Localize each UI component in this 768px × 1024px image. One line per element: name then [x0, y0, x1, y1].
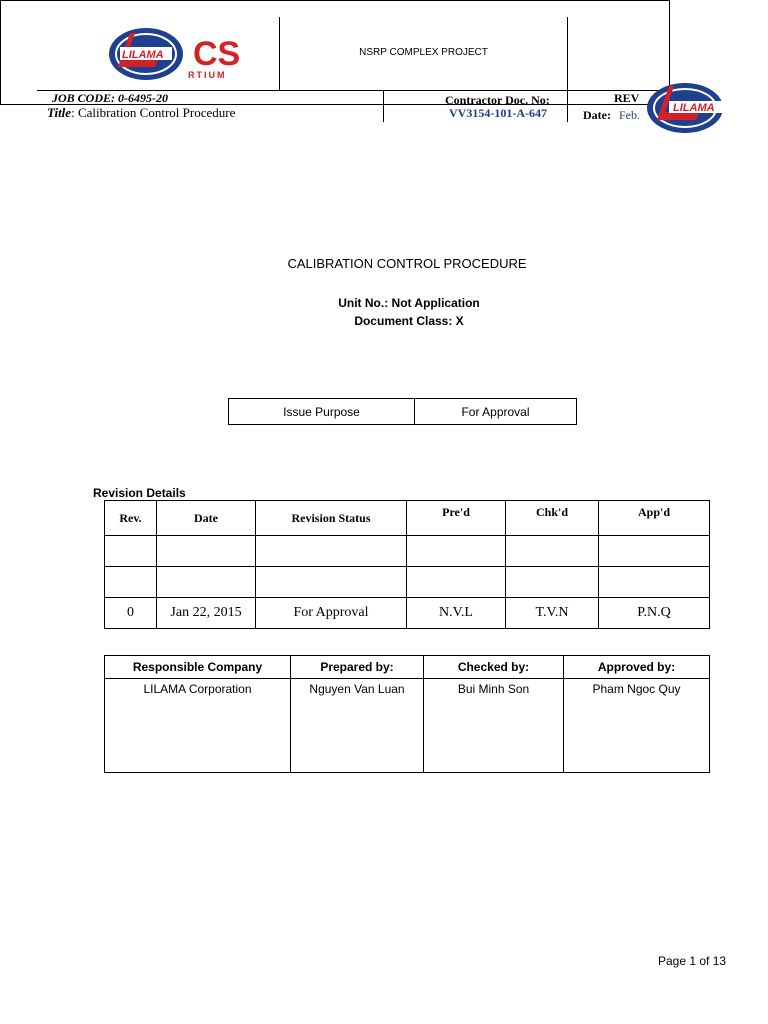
date-value: Feb.	[619, 108, 640, 122]
table-cell	[599, 567, 710, 598]
table-cell	[256, 536, 407, 567]
consortium-logo	[108, 27, 268, 82]
table-cell	[407, 536, 506, 567]
issue-purpose-label: Issue Purpose	[229, 399, 415, 425]
svg-text:LILAMA: LILAMA	[122, 49, 164, 61]
title-label: Title	[47, 105, 72, 120]
col-header: Date	[157, 501, 256, 536]
prepared-initials: N.V.L	[407, 598, 506, 629]
lilama-logo	[645, 82, 727, 134]
project-name: NSRP COMPLEX PROJECT	[359, 47, 488, 58]
table-cell	[157, 536, 256, 567]
table-row	[229, 399, 577, 425]
checked-initials: T.V.N	[506, 598, 599, 629]
col-header: App'd	[599, 501, 710, 536]
document-class: Document Class: X	[354, 314, 464, 328]
rev-date: Jan 22, 2015	[157, 598, 256, 629]
rev-label: REV	[614, 91, 640, 105]
header-divider	[567, 90, 568, 122]
table-header-row	[105, 501, 710, 536]
col-header: Rev.	[105, 501, 157, 536]
table-row	[105, 679, 710, 773]
date-label: Date:	[583, 108, 611, 122]
table-cell	[105, 536, 157, 567]
approved-initials: P.N.Q	[599, 598, 710, 629]
table-cell	[105, 567, 157, 598]
col-header: Chk'd	[506, 501, 599, 536]
unit-number: Unit No.: Not Application	[338, 296, 480, 310]
col-header: Prepared by:	[291, 656, 424, 679]
col-header: Approved by:	[564, 656, 710, 679]
svg-text:LILAMA: LILAMA	[673, 102, 715, 114]
table-header-row	[105, 656, 710, 679]
rev-status: For Approval	[256, 598, 407, 629]
table-cell	[407, 567, 506, 598]
responsibility-table	[104, 655, 710, 773]
document-title: CALIBRATION CONTROL PROCEDURE	[287, 256, 527, 271]
responsible-company: LILAMA Corporation	[105, 679, 291, 773]
table-cell	[506, 567, 599, 598]
table-row	[105, 536, 710, 567]
issue-purpose-value: For Approval	[415, 399, 577, 425]
rev-number: 0	[105, 598, 157, 629]
table-cell	[256, 567, 407, 598]
approved-by: Pham Ngoc Quy	[564, 679, 710, 773]
table-cell	[599, 536, 710, 567]
prepared-by: Nguyen Van Luan	[291, 679, 424, 773]
svg-text:CS: CS	[193, 35, 241, 73]
col-header: Revision Status	[256, 501, 407, 536]
contractor-doc-label: Contractor Doc. No:	[445, 93, 550, 107]
page-number: Page 1 of 13	[658, 954, 727, 968]
revision-details-heading: Revision Details	[93, 486, 186, 500]
svg-text:RTIUM: RTIUM	[188, 70, 227, 80]
issue-purpose-table	[228, 398, 577, 425]
table-cell	[506, 536, 599, 567]
table-row	[105, 567, 710, 598]
col-header: Responsible Company	[105, 656, 291, 679]
table-cell	[157, 567, 256, 598]
title-value: : Calibration Control Procedure	[71, 105, 236, 120]
header-divider	[567, 17, 568, 91]
col-header: Pre'd	[407, 501, 506, 536]
title-line	[47, 105, 235, 121]
checked-by: Bui Minh Son	[424, 679, 564, 773]
table-row	[105, 598, 710, 629]
header-divider	[383, 90, 384, 122]
contractor-doc-number: VV3154-101-A-647	[449, 106, 547, 120]
revision-table	[104, 500, 710, 629]
job-code: JOB CODE: 0-6495-20	[52, 91, 168, 105]
col-header: Checked by:	[424, 656, 564, 679]
